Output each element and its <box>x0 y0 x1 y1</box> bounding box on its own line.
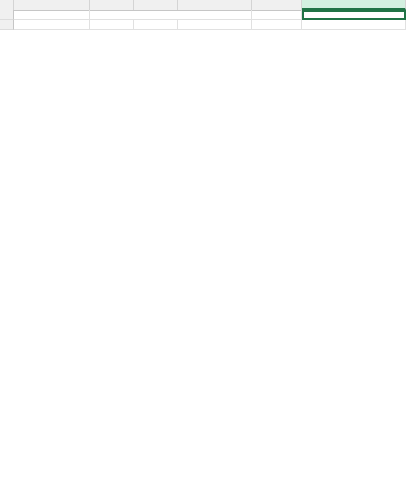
section-title[interactable] <box>90 10 252 20</box>
active-cell-f1[interactable] <box>302 10 406 20</box>
column-header-e[interactable] <box>252 0 302 10</box>
column-header-d[interactable] <box>178 0 252 10</box>
column-header-b[interactable] <box>90 0 134 10</box>
select-all-corner[interactable] <box>0 0 14 10</box>
column-header-c[interactable] <box>134 0 178 10</box>
row-number[interactable] <box>0 10 14 20</box>
row-2 <box>0 20 406 30</box>
column-header-a[interactable] <box>14 0 90 10</box>
column-header-f[interactable] <box>302 0 406 10</box>
row-1 <box>0 10 406 20</box>
